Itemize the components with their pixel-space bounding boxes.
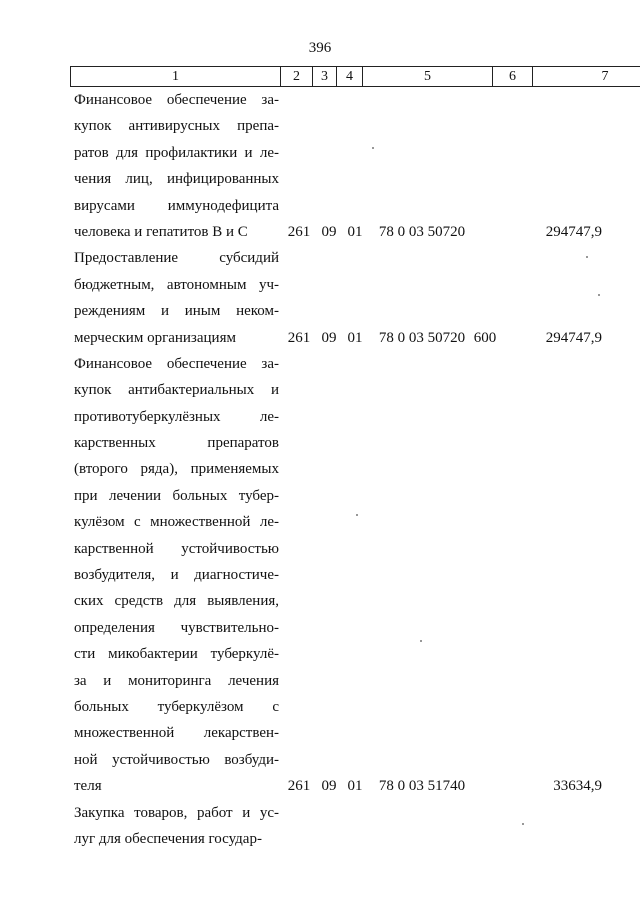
cell-c7: 294747,9 (545, 223, 602, 240)
description-line: купок антибактериальных и (74, 382, 279, 399)
cell-c7: 33634,9 (553, 778, 602, 795)
description-line: Предоставление субсидий (74, 250, 279, 267)
cell-c6: 600 (473, 329, 497, 346)
description-line: теля (74, 778, 102, 795)
header-col-5: 5 (363, 67, 493, 86)
cell-c2: 261 (287, 223, 311, 240)
description-line: ских средств для выявления, (74, 593, 279, 610)
description-line: сти микобактерии туберкулё- (74, 646, 279, 663)
cell-c2: 261 (287, 778, 311, 795)
row-values (0, 219, 640, 245)
header-col-3: 3 (313, 67, 337, 86)
cell-c4: 01 (347, 223, 363, 240)
table-row (0, 245, 640, 351)
scan-speck (420, 640, 422, 642)
description-line: бюджетным, автономным уч- (74, 276, 279, 293)
description-line: множественной лекарствен- (74, 725, 279, 742)
cell-c5: 78 0 03 50720 (378, 223, 466, 240)
description-line: луг для обеспечения государ- (74, 830, 262, 847)
description-line: карственных препаратов (74, 435, 279, 452)
description-line: (второго ряда), применяемых (74, 461, 279, 478)
cell-c4: 01 (347, 778, 363, 795)
header-col-6: 6 (493, 67, 533, 86)
description-line: мерческим организациям (74, 329, 236, 346)
header-col-2: 2 (281, 67, 313, 86)
table-body (0, 87, 640, 852)
scan-speck (586, 256, 588, 258)
scan-speck (522, 823, 524, 825)
cell-c5: 78 0 03 50720 (378, 329, 466, 346)
description-line: человека и гепатитов В и С (74, 223, 248, 240)
description-line: реждениям и иным неком- (74, 303, 279, 320)
description-line: возбудителя, и диагностиче- (74, 567, 279, 584)
description-line: вирусами иммунодефицита (74, 197, 279, 214)
description-line: ратов для профилактики и ле- (74, 144, 279, 161)
table-row (0, 800, 640, 853)
row-values (0, 325, 640, 351)
cell-c2: 261 (287, 329, 311, 346)
scan-speck (356, 514, 358, 516)
cell-c3: 09 (321, 329, 337, 346)
description-line: определения чувствительно- (74, 619, 279, 636)
description-line: при лечении больных тубер- (74, 487, 279, 504)
description-line: Финансовое обеспечение за- (74, 92, 279, 108)
header-col-1: 1 (71, 67, 281, 86)
cell-c3: 09 (321, 223, 337, 240)
description-line: больных туберкулёзом с (74, 698, 279, 715)
cell-c4: 01 (347, 329, 363, 346)
cell-c5: 78 0 03 51740 (378, 778, 466, 795)
description-line: чения лиц, инфицированных (74, 171, 279, 188)
description-line: кулёзом с множественной ле- (74, 514, 279, 531)
table-header-row (70, 66, 640, 87)
description-line: противотуберкулёзных ле- (74, 408, 279, 425)
row-values (0, 773, 640, 799)
row-description (74, 351, 279, 800)
header-col-7: 7 (601, 69, 609, 84)
scan-speck (372, 147, 374, 149)
scan-speck (598, 294, 600, 296)
table-row (0, 87, 640, 245)
row-values (0, 826, 640, 852)
cell-c7: 294747,9 (545, 329, 602, 346)
cell-c3: 09 (321, 778, 337, 795)
table-row (0, 351, 640, 800)
page-number: 396 (308, 40, 332, 56)
description-line: карственной устойчивостью (74, 540, 279, 557)
header-col-4: 4 (337, 67, 363, 86)
description-line: купок антивирусных препа- (74, 118, 279, 135)
description-line: Финансовое обеспечение за- (74, 355, 279, 372)
description-line: ной устойчивостью возбуди- (74, 751, 279, 768)
description-line: за и мониторинга лечения (74, 672, 279, 689)
description-line: Закупка товаров, работ и ус- (74, 804, 279, 821)
